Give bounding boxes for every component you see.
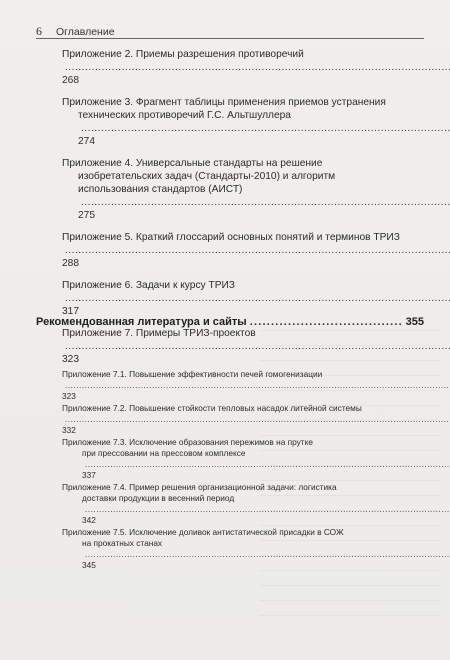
toc-subentry-title: Приложение 7.2. Повышение стойкости тепловых насадок литейной системы	[62, 403, 362, 413]
running-head	[36, 24, 424, 39]
toc-subentry-title: Приложение 7.1. Повышение эффективности печей гомогенизации	[62, 369, 323, 379]
toc-page-number: 345	[82, 560, 96, 570]
toc-page-number: 275	[78, 210, 95, 221]
toc-page-number: 288	[62, 258, 79, 269]
dot-leader	[81, 197, 450, 208]
toc-entry-references[interactable]	[36, 316, 424, 328]
toc-page-number: 332	[62, 425, 76, 435]
toc-entry-appendix-3[interactable]	[62, 96, 424, 148]
toc-entry-title: Приложение 7. Примеры ТРИЗ-проектов	[62, 328, 256, 339]
page-number: 6	[36, 24, 42, 38]
dot-leader	[65, 293, 450, 304]
dot-leader	[250, 316, 403, 328]
toc-entry-title-cont: технических противоречий Г.С. Альтшуллера	[78, 110, 291, 121]
toc-subentry-title: Приложение 7.5. Исключение доливок антистатической присадки в СОЖ	[62, 527, 344, 537]
toc-entry-title: Приложение 5. Краткий глоссарий основных понятий и терминов ТРИЗ	[62, 232, 400, 243]
toc-page-number: 317	[62, 306, 79, 317]
toc-entry-appendix-2[interactable]	[62, 48, 424, 87]
toc-entry-title: Приложение 6. Задачи к курсу ТРИЗ	[62, 280, 235, 291]
toc-page-number: 323	[62, 354, 79, 365]
header-rule	[36, 38, 424, 39]
toc-entry-title-cont: изобретательских задач (Стандарты-2010) и алгоритм	[78, 171, 336, 182]
toc-entry-appendix-6[interactable]	[62, 279, 424, 318]
toc-page-number: 337	[82, 470, 96, 480]
toc-page-number: 355	[405, 316, 424, 328]
toc-subentry-title-cont: доставки продукции в весенний период	[82, 493, 235, 503]
dot-leader	[81, 123, 450, 134]
toc-entry-title: Приложение 3. Фрагмент таблицы применения приемов устранения	[62, 97, 386, 108]
toc-page-number: 342	[82, 515, 96, 525]
toc-subentry-title-cont: при прессовании на прессовом комплексе	[82, 448, 246, 458]
toc-page-number: 274	[78, 136, 95, 147]
toc-entry-title-cont: использования стандартов (АИСТ)	[78, 184, 243, 195]
running-head-title: Оглавление	[56, 26, 115, 38]
toc-entry-title: Приложение 4. Универсальные стандарты на решение	[62, 158, 323, 169]
dot-leader	[65, 62, 450, 73]
toc-entry-title: Приложение 2. Приемы разрешения противоречий	[62, 49, 304, 60]
toc-subentry-title: Приложение 7.4. Пример решения организационной задачи: логистика	[62, 482, 337, 492]
toc-subentry-title: Приложение 7.3. Исключение образования пережимов на прутке	[62, 437, 313, 447]
toc-subentry-title-cont: на прокатных станах	[82, 538, 163, 548]
toc-page-number: 323	[62, 391, 76, 401]
dot-leader	[65, 245, 450, 256]
show-through-texture	[260, 330, 440, 630]
toc-page-number: 268	[62, 75, 79, 86]
toc-entry-appendix-4[interactable]	[62, 157, 424, 222]
toc-entry-title: Рекомендованная литература и сайты	[36, 316, 247, 328]
toc-entry-appendix-5[interactable]	[62, 231, 424, 270]
